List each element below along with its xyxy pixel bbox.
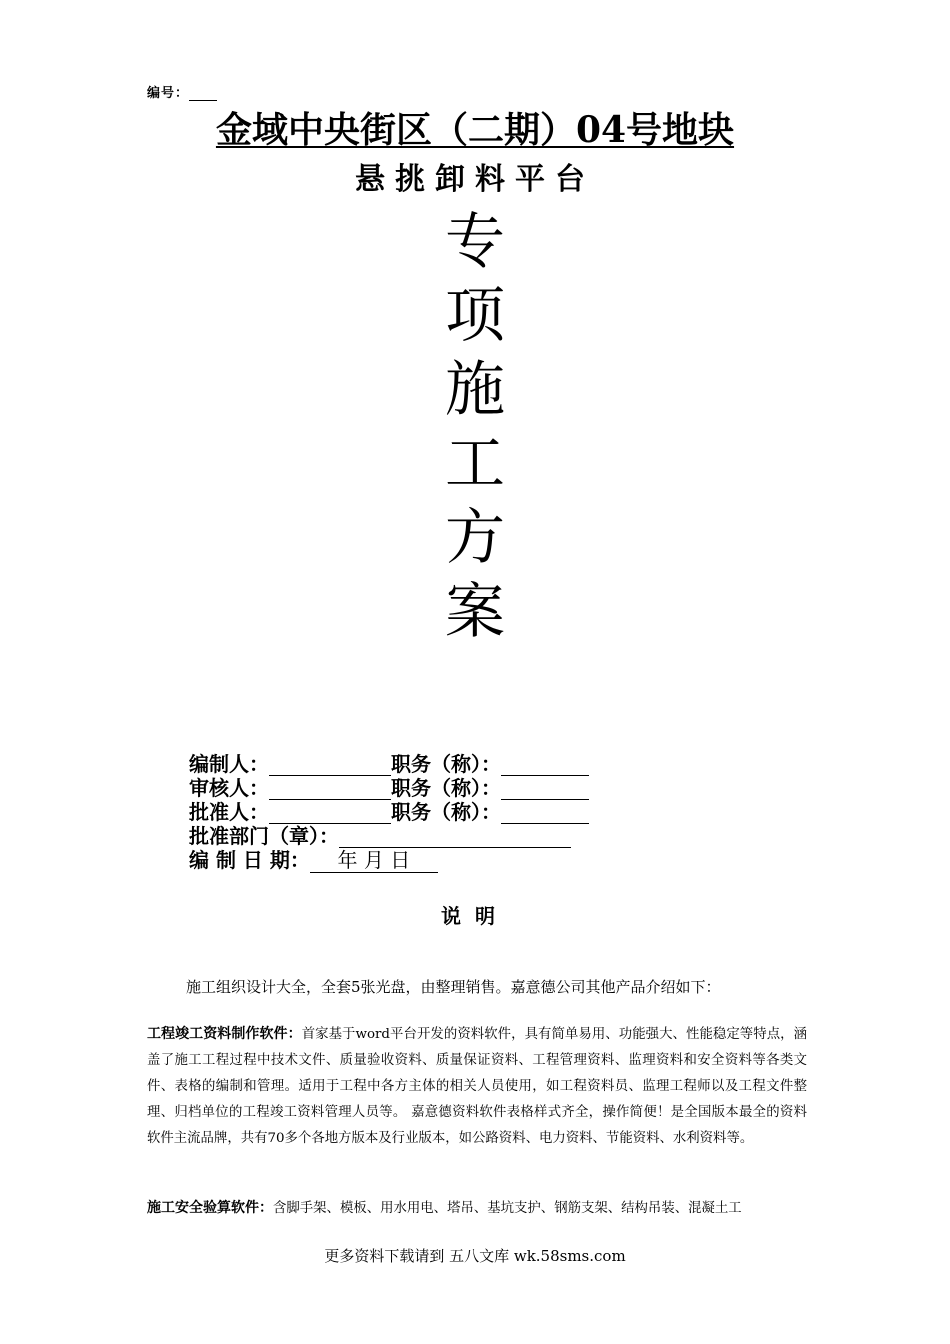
signature-block	[189, 752, 589, 872]
date-row	[189, 848, 589, 872]
project-title-text: 金域中央街区（二期）04号地块	[215, 109, 735, 151]
compiler-name-blank	[269, 755, 391, 776]
product-label: 工程竣工资料制作软件：	[147, 1026, 302, 1042]
compiler-position-blank	[501, 755, 589, 776]
footer-text: 更多资料下载请到 五八文库 wk.58sms.com	[324, 1247, 626, 1265]
reviewer-name-blank	[269, 779, 391, 800]
vertical-title-char: 案	[445, 577, 505, 647]
reviewer-row	[189, 776, 589, 800]
product-paragraph	[147, 1195, 807, 1221]
approver-name-blank	[269, 803, 391, 824]
date-label: 编 制 日 期：	[189, 848, 310, 872]
explanation-heading: 说明	[441, 904, 509, 928]
vertical-title-char: 项	[445, 281, 505, 351]
project-title	[0, 106, 950, 154]
vertical-title-char: 施	[445, 355, 505, 425]
serial-label: 编号：	[147, 86, 190, 101]
product-text: 首家基于word平台开发的资料软件，具有简单易用、功能强大、性能稳定等特点，涵盖了施工工程过程中技术文件、质量验收资料、质量保证资料、工程管理资料、监理资料和安全资料等各类文件、表格的编制和管理。适用于工程中各方主体的相关人员使用，如工程资料员、监理工程师以及工程文件整理、归档单位的工程竣工资料管理人员等。 嘉意德资料软件表格样式齐全，操作简便！是全国版本最全的资料软件主流品牌，共有70多个各地方版本及行业版本，如公路资料、电力资料、节能资料、水利资料等。	[147, 1027, 808, 1146]
product-paragraph	[147, 1021, 807, 1152]
department-blank	[339, 827, 571, 848]
vertical-title	[0, 205, 950, 649]
reviewer-label: 审核人：	[189, 776, 269, 800]
date-value: 年 月 日	[310, 848, 438, 873]
department-label: 批准部门（章）：	[189, 824, 339, 848]
product-label: 施工安全验算软件：	[147, 1200, 273, 1216]
compiler-label: 编制人：	[189, 752, 269, 776]
compiler-position-label: 职务（称）：	[391, 752, 501, 776]
vertical-title-char: 专	[445, 207, 505, 277]
vertical-title-char: 方	[445, 503, 505, 573]
approver-position-blank	[501, 803, 589, 824]
department-row	[189, 824, 589, 848]
approver-label: 批准人：	[189, 800, 269, 824]
approver-position-label: 职务（称）：	[391, 800, 501, 824]
reviewer-position-blank	[501, 779, 589, 800]
document-subtitle: 悬挑卸料平台	[355, 162, 595, 197]
product-text: 含脚手架、模板、用水用电、塔吊、基坑支护、钢筋支架、结构吊装、混凝土工	[273, 1201, 742, 1216]
vertical-title-char: 工	[445, 429, 505, 499]
reviewer-position-label: 职务（称）：	[391, 776, 501, 800]
intro-paragraph: 施工组织设计大全，全套5张光盘，由整理销售。嘉意德公司其他产品介绍如下：	[186, 978, 721, 996]
serial-blank	[189, 88, 217, 101]
serial-number	[147, 82, 217, 101]
compiler-row	[189, 752, 589, 776]
approver-row	[189, 800, 589, 824]
